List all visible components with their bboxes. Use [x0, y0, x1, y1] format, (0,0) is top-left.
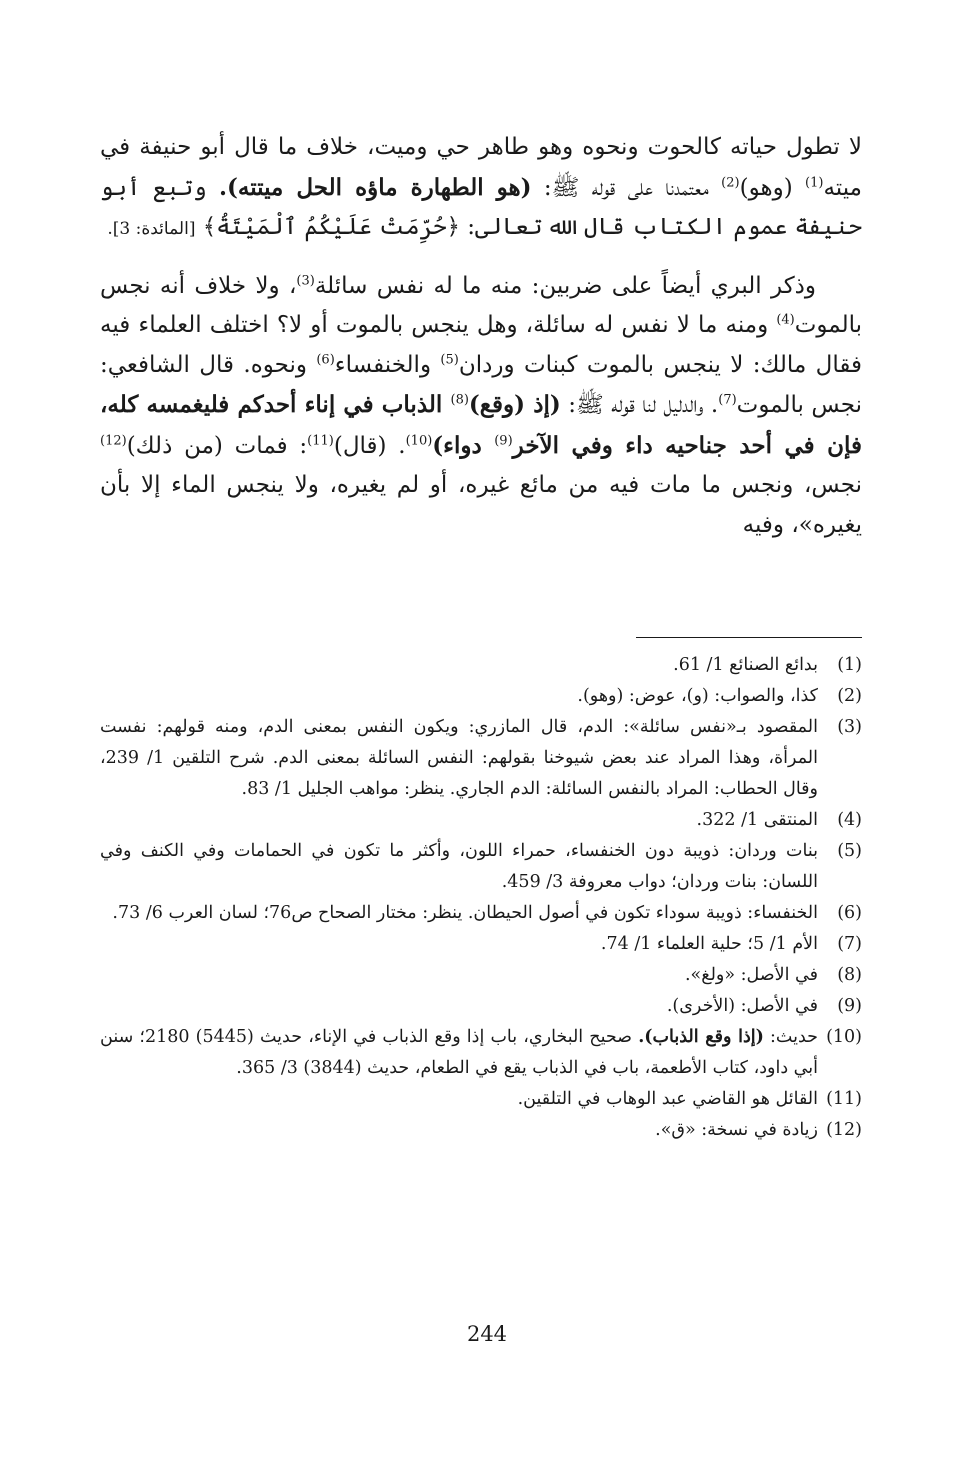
footnote-ref-7[interactable]: (7) [718, 392, 737, 408]
footnote-ref-1[interactable]: (1) [805, 174, 824, 190]
footnote-11: (11) القائل هو القاضي عبد الوهاب في التلقين. [517, 1089, 862, 1109]
footnote-4: (4) المنتقى 1/ 322. [696, 810, 862, 830]
hadith-quote-2: الذباب في إناء أحدكم فليغمسه كله، فإن في أحد جناحيه داء وفي الآخر [100, 391, 862, 459]
hadith-quote-3: دواء) [432, 431, 495, 459]
footnote-ref-4[interactable]: (4) [776, 312, 795, 328]
footnote-ref-9[interactable]: (9) [494, 432, 513, 448]
footnote-ref-5[interactable]: (5) [440, 351, 459, 367]
footnote-12: (12) زيادة في نسخة: «ق». [655, 1120, 862, 1140]
footnote-3: (3) المقصود بـ«نفس سائلة»: الدم، قال المازري: ويكون النفس بمعنى الدم، ومنه قولهم: نفست المرأة، وهذا المراد عند بعض شيوخنا بقولهم: النفس السائلة بمعنى الدم. شرح التلقين 1/ 239، وقال الحطاب: المراد بالنفس السائلة: الدم الجاري. ينظر: مواهب الجليل 1/ 83. [100, 717, 862, 799]
footnote-5: (5) بنات وردان: ذويبة دون الخنفساء، حمراء اللون، وأكثر ما تكون في الحمامات وفي الكنف وفي اللسان: بنات وردان؛ دواب معروفة 3/ 459. [100, 841, 862, 892]
footnote-ref-3[interactable]: (3) [296, 272, 315, 288]
footnote-6: (6) الخنفساء: ذويبة سوداء تكون في أصول الحيطان. ينظر: مختار الصحاح ص76؛ لسان العرب 6/ 73. [112, 903, 862, 923]
footnote-9: (9) في الأصل: (الأخرى). [666, 996, 862, 1016]
quran-citation: [المائدة: 3]. [107, 219, 196, 239]
main-text [100, 128, 862, 545]
paragraph-1: لا تطول حياته كالحوت ونحوه وهو طاهر حي وميت، خلاف ما قال أبو حنيفة في ميته$^{(1)}$ (وهو)$^{(2)}$ معتمدنا على قوله ﷺ: (هو الطهارة ماؤه الحل ميتته). وتبع أبو حنيفة عموم الكتاب قال الله تعالى: ﴿حُرِّمَتْ عَلَيْكُمُ ٱلْمَيْتَةُ﴾ [المائدة: 3]. [100, 134, 862, 240]
footnote-ref-11[interactable]: (11) [307, 432, 334, 448]
footnote-1: (1) بدائع الصنائع 1/ 61. [673, 655, 862, 675]
footnote-ref-10[interactable]: (10) [405, 432, 433, 448]
page-number: 244 [466, 1322, 508, 1346]
footnote-ref-6[interactable]: (6) [316, 351, 335, 367]
footnote-ref-12[interactable]: (12) [100, 432, 127, 448]
footnote-separator [636, 637, 862, 638]
hadith-quote: (هو الطهارة ماؤه الحل ميتته). [219, 173, 532, 201]
footnote-2: (2) كذا، والصواب: (و)، عوض: (وهو). [577, 686, 862, 706]
paragraph-2: وذكر البري أيضاً على ضربين: منه ما له نفس سائلة$^{(3)}$، ولا خلاف أنه نجس بالموت$^{(4)}$ ومنه ما لا نفس له سائلة، وهل ينجس بالموت أو لا؟ اختلف العلماء فيه فقال مالك: لا ينجس بالموت كبنات وردان$^{(5)}$ والخنفساء$^{(6)}$ ونحوه. قال الشافعي: نجس بالموت$^{(7)}$. والدليل لنا قوله ﷺ: (إذ (وقع)$^{(8)}$ الذباب في إناء أحدكم فليغمسه كله، فإن في أحد جناحيه داء وفي الآخر$^{(9)}$ دواء)$^{(10)}$. (قال)$^{(11)}$: فمات (من ذلك)$^{(12)}$ نجس، ونجس ما مات فيه من مائع غيره، أو لم يغيره، ولا ينجس الماء إلا بأن يغيره»، وفيه [100, 272, 862, 538]
footnotes [100, 650, 862, 1146]
hadith-quote-1: (إذ (وقع) [468, 391, 561, 418]
footnote-7: (7) الأم 1/ 5؛ حلية العلماء 1/ 74. [600, 934, 862, 954]
footnote-ref-2[interactable]: (2) [721, 174, 740, 190]
footnote-8: (8) في الأصل: «ولغ». [684, 965, 862, 985]
footnote-10: (10) حديث: (إذا وقع الذباب). صحيح البخاري، باب إذا وقع الذباب في الإناء، حديث (5445) 2180؛ سنن أبي داود، كتاب الأطعمة، باب في الذباب يقع في الطعام، حديث (3844) 3/ 365. [100, 1027, 862, 1078]
footnote-ref-8[interactable]: (8) [450, 392, 469, 408]
